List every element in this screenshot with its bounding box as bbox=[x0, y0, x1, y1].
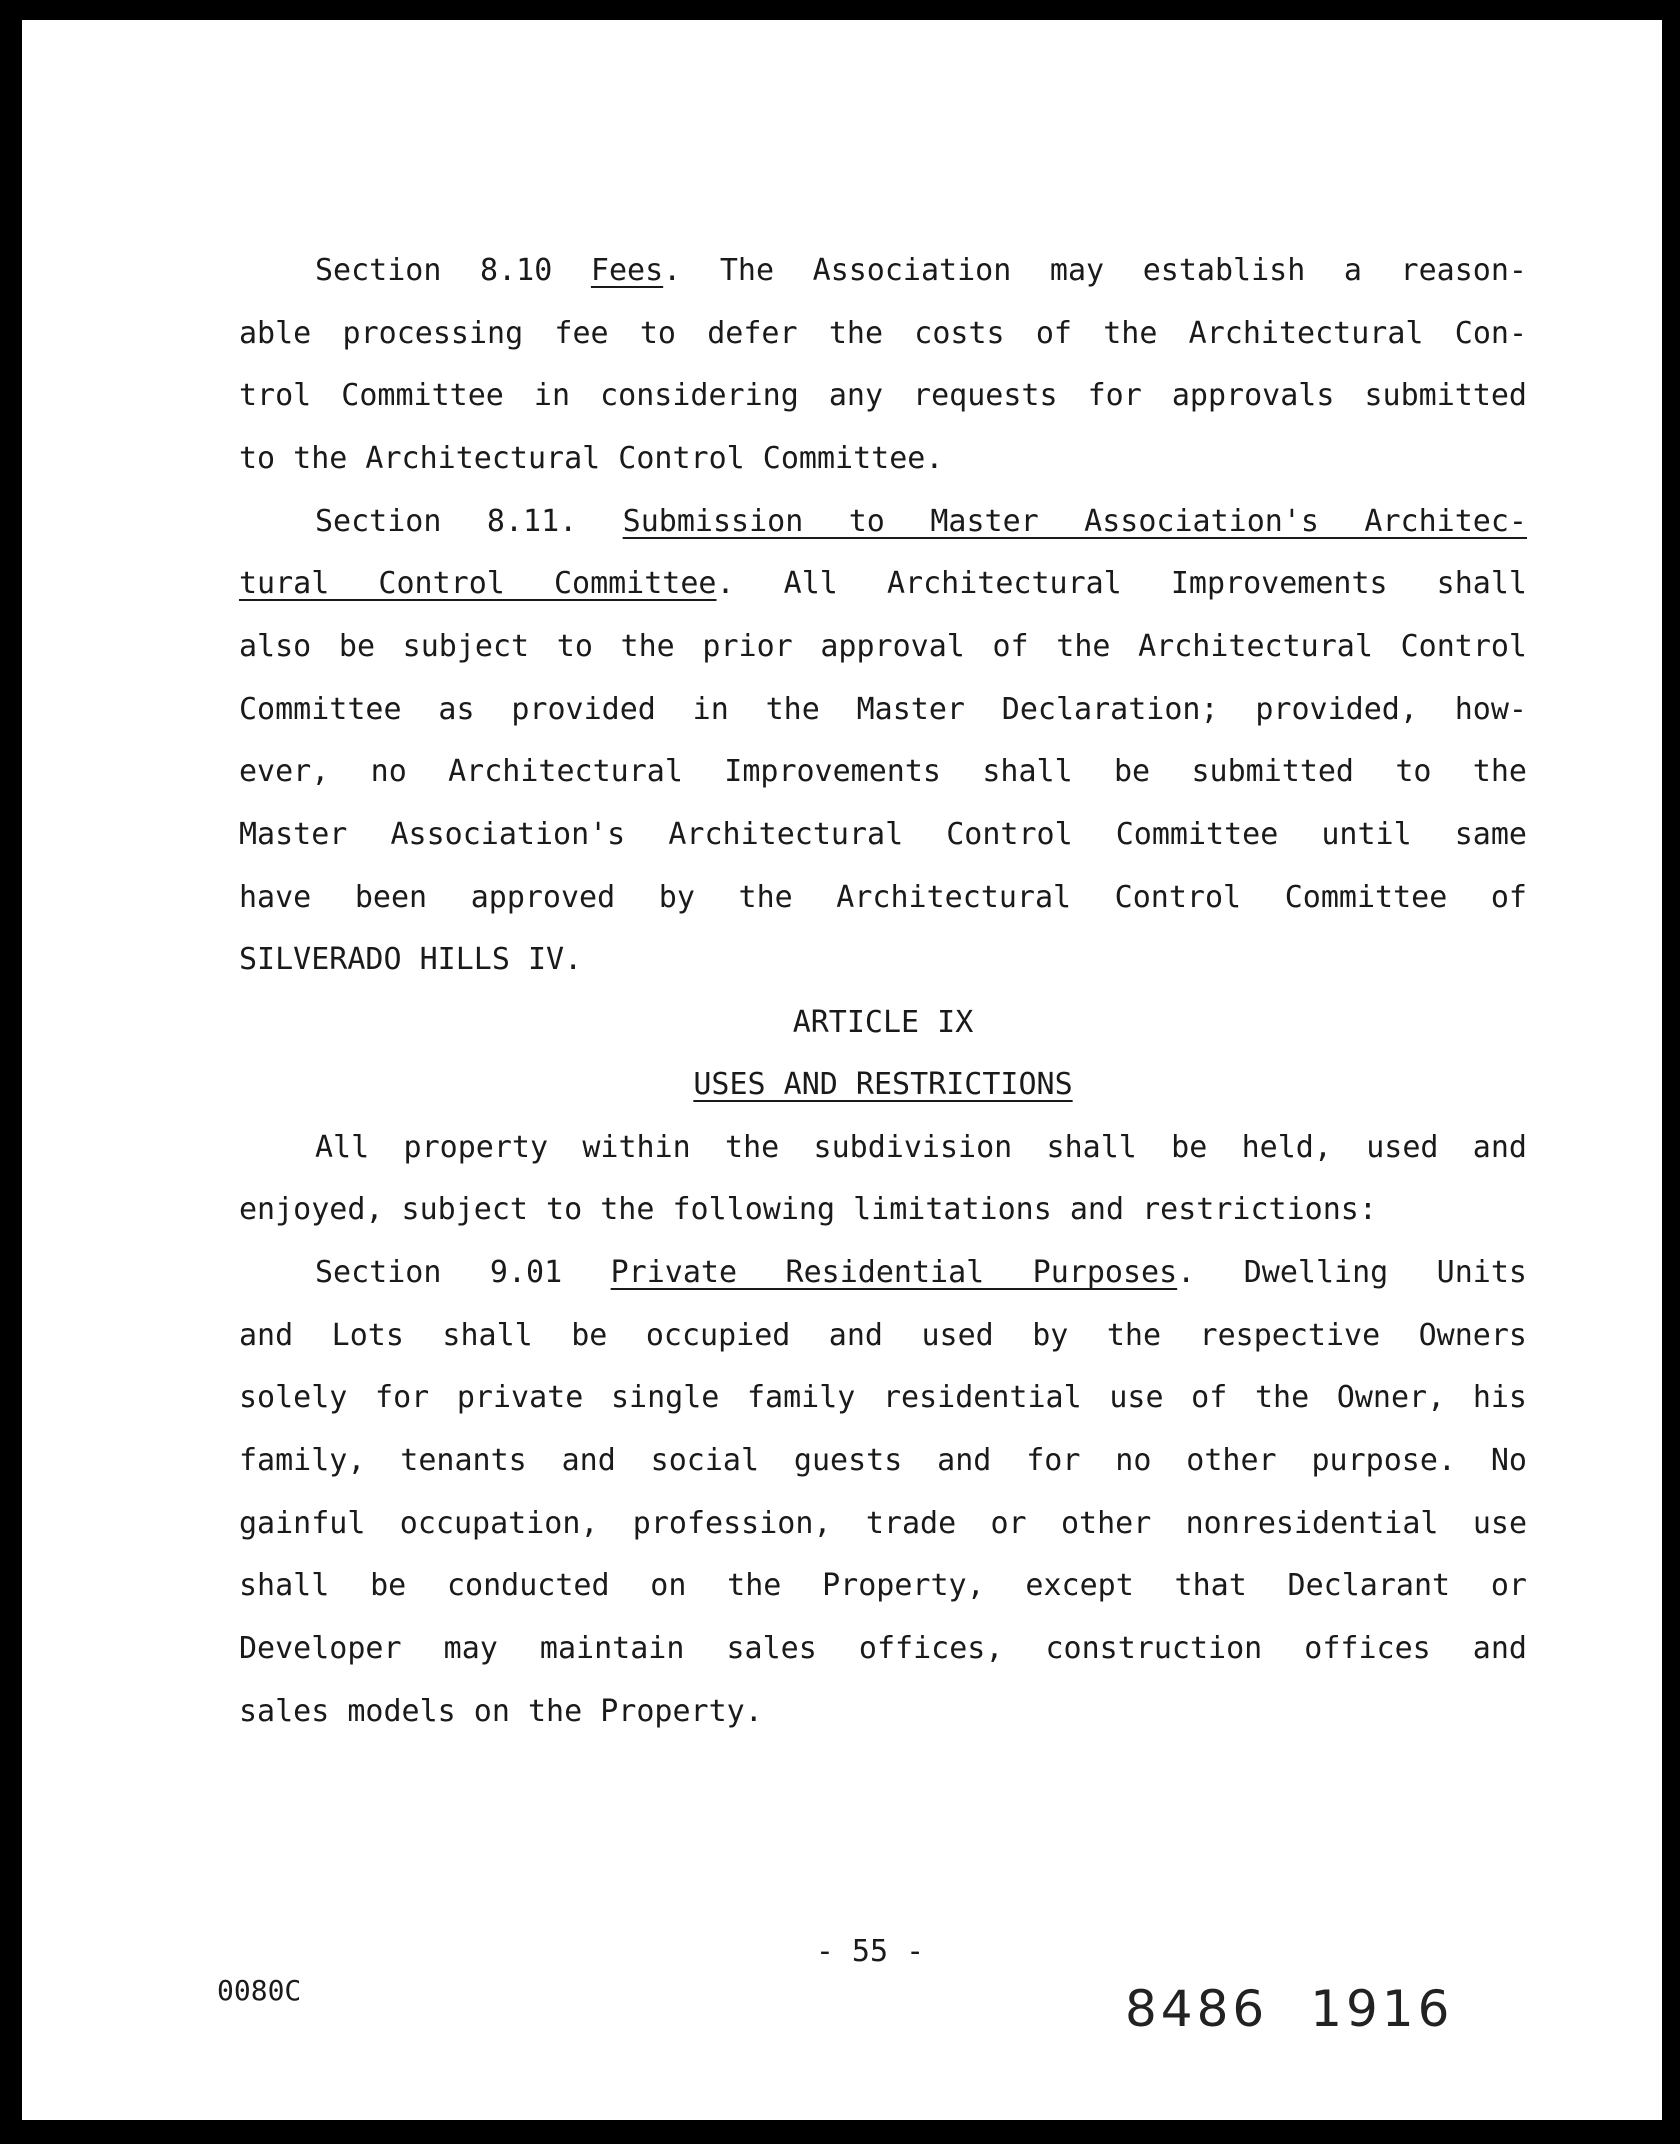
text-line: sales models on the Property. bbox=[239, 1694, 763, 1729]
text-line: ever, no Architectural Improvements shall be submitted to the bbox=[239, 754, 1527, 789]
text-line: All property within the subdivision shall be held, used and bbox=[315, 1130, 1527, 1165]
text-line: able processing fee to defer the costs of the Architectural Con- bbox=[239, 316, 1527, 351]
article-heading: ARTICLE IX bbox=[792, 1005, 974, 1040]
stamp-part-2: 1916 bbox=[1310, 1980, 1454, 2038]
submission-heading-cont: tural Control Committee bbox=[239, 566, 717, 601]
text-line: Section 9.01 Private Residential Purposes. Dwelling Units bbox=[315, 1255, 1527, 1290]
private-residential-heading: Private Residential Purposes bbox=[610, 1255, 1178, 1290]
stamp-part-1: 8486 bbox=[1125, 1980, 1269, 2038]
text-line: gainful occupation, profession, trade or other nonresidential use bbox=[239, 1506, 1527, 1541]
text-line: to the Architectural Control Committee. bbox=[239, 441, 944, 476]
text-line: also be subject to the prior approval of the Architectural Control bbox=[239, 629, 1527, 664]
text-line: solely for private single family residential use of the Owner, his bbox=[239, 1380, 1527, 1415]
article-title bbox=[239, 1067, 1527, 1103]
text-line: and Lots shall be occupied and used by the respective Owners bbox=[239, 1318, 1527, 1353]
document-page bbox=[22, 20, 1662, 2120]
document-stamp-number bbox=[1125, 1980, 1496, 2038]
text-line: trol Committee in considering any requests for approvals submitted bbox=[239, 378, 1527, 413]
text-line: Section 8.11. Submission to Master Association's Architec- bbox=[315, 504, 1527, 539]
text-line: Developer may maintain sales offices, construction offices and bbox=[239, 1631, 1527, 1666]
page-number: - 55 - bbox=[815, 1934, 925, 1969]
text-line: shall be conducted on the Property, except that Declarant or bbox=[239, 1568, 1527, 1603]
text-line: SILVERADO HILLS IV. bbox=[239, 942, 583, 977]
text-line: have been approved by the Architectural Control Committee of bbox=[239, 880, 1527, 915]
text-line: enjoyed, subject to the following limitations and restrictions: bbox=[239, 1192, 1377, 1227]
section-8-10-label: Section 8.10 bbox=[315, 253, 591, 288]
text-line: Master Association's Architectural Control Committee until same bbox=[239, 817, 1527, 852]
text-line: family, tenants and social guests and for no other purpose. No bbox=[239, 1443, 1527, 1478]
text-line: Committee as provided in the Master Declaration; provided, how- bbox=[239, 692, 1527, 727]
footer-code: 0080C bbox=[217, 1974, 302, 2007]
fees-heading: Fees bbox=[590, 253, 664, 288]
submission-heading: Submission to Master Association's Architec- bbox=[622, 504, 1527, 539]
text-line: tural Control Committee. All Architectural Improvements shall bbox=[239, 566, 1527, 601]
text-line: Section 8.10 Fees. The Association may establish a reason- bbox=[315, 253, 1527, 288]
article-title-text: USES AND RESTRICTIONS bbox=[693, 1067, 1073, 1102]
